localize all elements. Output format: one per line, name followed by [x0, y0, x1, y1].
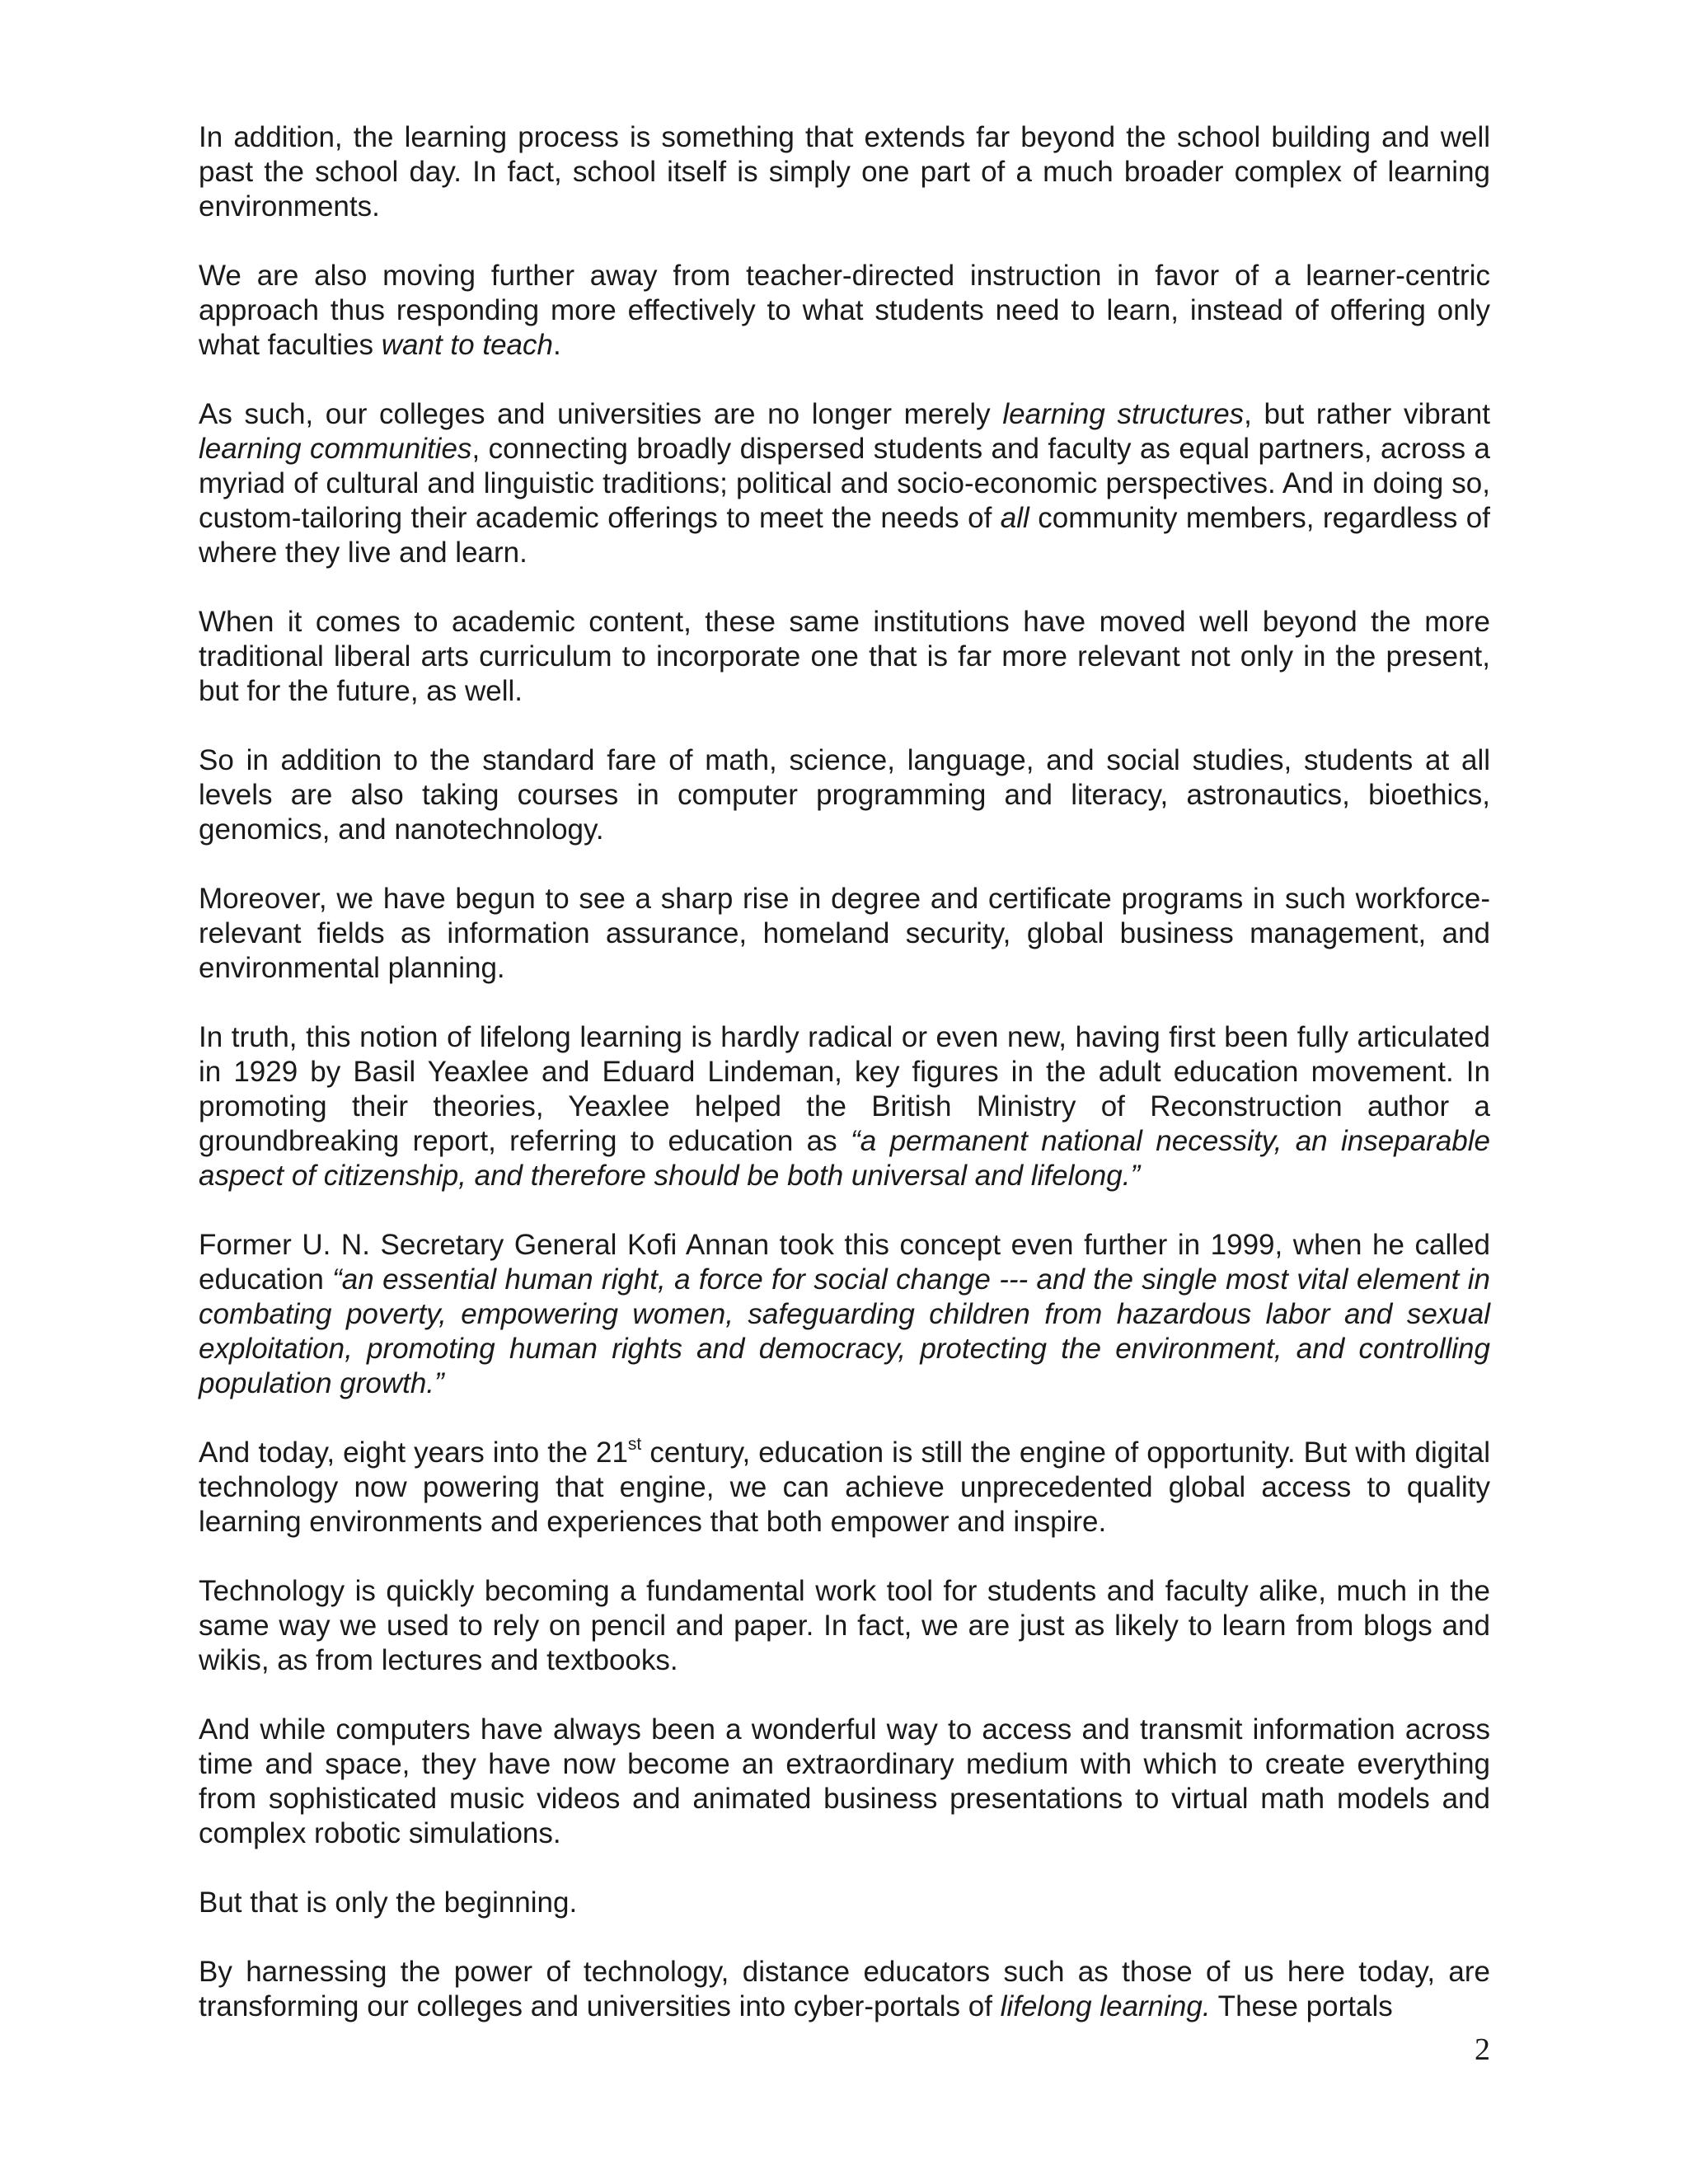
paragraph-2 [199, 259, 1490, 363]
paragraph-6 [199, 882, 1490, 986]
paragraph-7 [199, 1020, 1490, 1193]
text-run: Moreover, we have begun to see a sharp rise in degree and certificate programs in such workforce-relevant fields as information assurance, homeland security, global business management, and environmental planning. [199, 883, 1490, 984]
superscript-text: st [627, 1435, 642, 1455]
text-run: And while computers have always been a wonderful way to access and transmit information across time and space, they have now become an extraordinary medium with which to create everything from sophisticated music videos and animated business presentations to virtual math models and complex robotic simulations. [199, 1713, 1490, 1849]
paragraph-8 [199, 1228, 1490, 1401]
page-number: 2 [1475, 2032, 1490, 2067]
paragraph-4 [199, 605, 1490, 709]
paragraph-9 [199, 1436, 1490, 1540]
text-run: community members, regardless of where they live and learn. [199, 502, 1490, 569]
paragraph-13 [199, 1955, 1490, 2024]
text-run: But that is only the beginning. [199, 1886, 578, 1919]
italic-text: all [1000, 502, 1029, 534]
text-run: These portals [1210, 1990, 1393, 2022]
paragraph-5 [199, 743, 1490, 847]
italic-text: want to teach [381, 329, 553, 361]
italic-text: learning communities [199, 433, 472, 465]
text-run: . [552, 329, 561, 361]
text-run: , connecting broadly dispersed students and faculty as equal partners, across a myriad of cultural and linguistic traditions; political and socio-economic perspectives. And in doing so, custom-tailoring their academic offerings to meet the needs of [199, 433, 1490, 534]
text-run: In addition, the learning process is something that extends far beyond the school building and well past the school day. In fact, school itself is simply one part of a much broader complex of learning environments. [199, 121, 1490, 223]
text-run: Former U. N. Secretary General Kofi Annan took this concept even further in 1999, when he called education [199, 1229, 1490, 1296]
italic-text: “an essential human right, a force for social change --- and the single most vital element in combating poverty, empowering women, safeguarding children from hazardous labor and sexual exploitation, promoting human rights and democracy, protecting the environment, and controlling population growth.” [199, 1263, 1490, 1399]
text-run: When it comes to academic content, these same institutions have moved well beyond the more traditional liberal arts curriculum to incorporate one that is far more relevant not only in the present, but for the future, as well. [199, 606, 1490, 707]
italic-text: “a permanent national necessity, an inseparable aspect of citizenship, and therefore should be both universal and lifelong.” [199, 1125, 1490, 1192]
paragraph-12 [199, 1886, 1490, 1920]
text-run: So in addition to the standard fare of math, science, language, and social studies, students at all levels are also taking courses in computer programming and literacy, astronautics, bioethics, genomics, and nanotechnology. [199, 744, 1490, 846]
body-text [199, 120, 1490, 2024]
text-run: As such, our colleges and universities are no longer merely [199, 398, 1003, 430]
text-run: In truth, this notion of lifelong learning is hardly radical or even new, having first been fully articulated in 1929 by Basil Yeaxlee and Eduard Lindeman, key figures in the adult education movement. In promoting their theories, Yeaxlee helped the British Ministry of Reconstruction author a groundbreaking report, referring to education as [199, 1021, 1490, 1157]
text-run: We are also moving further away from teacher-directed instruction in favor of a learner-centric approach thus responding more effectively to what students need to learn, instead of offering only what faculties [199, 260, 1490, 361]
paragraph-1 [199, 120, 1490, 224]
text-run: century, education is still the engine of opportunity. But with digital technology now powering that engine, we can achieve unprecedented global access to quality learning environments and experiences that both empower and inspire. [199, 1436, 1490, 1538]
paragraph-11 [199, 1713, 1490, 1851]
paragraph-3 [199, 397, 1490, 570]
italic-text: lifelong learning. [1000, 1990, 1211, 2022]
text-run: And today, eight years into the 21 [199, 1436, 628, 1469]
text-run: By harnessing the power of technology, distance educators such as those of us here today, are transforming our colleges and universities into cyber-portals of [199, 1956, 1490, 2022]
text-run: , but rather vibrant [1244, 398, 1490, 430]
text-run: Technology is quickly becoming a fundamental work tool for students and faculty alike, much in the same way we used to rely on pencil and paper. In fact, we are just as likely to learn from blogs and wikis, as from lectures and textbooks. [199, 1575, 1490, 1676]
italic-text: learning structures [1002, 398, 1245, 430]
paragraph-10 [199, 1574, 1490, 1678]
